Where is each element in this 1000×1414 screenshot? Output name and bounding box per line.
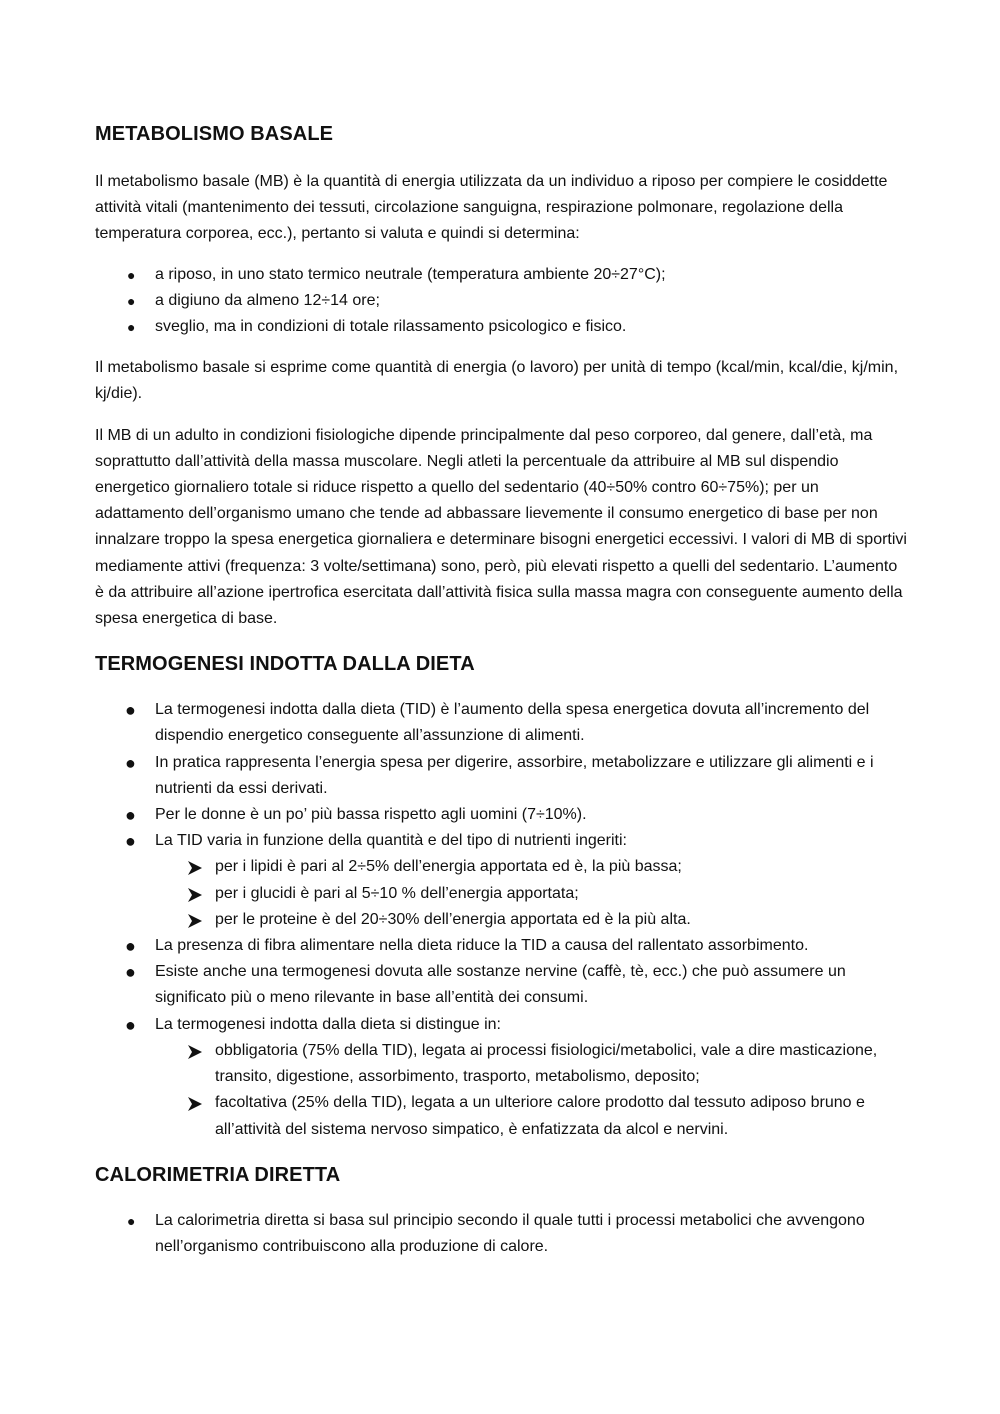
list-item: ● La termogenesi indotta dalla dieta (TID) è l’aumento della spesa energetica dovuta all’incremento del dispendio energetico conseguente all’assunzione di alimenti. [95,697,907,749]
bullet-icon: ● [125,962,136,983]
bullet-icon: ● [125,752,136,773]
list-item: ● In pratica rappresenta l’energia spesa per digerire, assorbire, metabolizzare e utilizzare gli alimenti e i nutrienti da essi derivati. [95,750,907,802]
section-title-termogenesi: TERMOGENESI INDOTTA DALLA DIETA [95,653,475,676]
paragraph: Il MB di un adulto in condizioni fisiologiche dipende principalmente dal peso corporeo, dal genere, dall’età, ma soprattutto dall’attività della massa muscolare. Negli atleti la percentuale da attribuire al MB sul dispendio energetico giornaliero totale si riduce rispetto a quello del sedentario (40÷50% contro 60÷75%); per un adattamento dell’organismo umano che tende ad abbassare lievemente il consumo energetico di base per non innalzare troppo la spesa energetica giornaliera e determinare bisogni energetici eccessivi. I valori di MB di sportivi mediamente attivi (frequenza: 3 volte/settimana) sono, però, più elevati rispetto a quelli del sedentario. L’aumento è da attribuire all’azione ipertrofica esercitata dall’attività fisica sulla massa magra con conseguente aumento della spesa energetica di base. [95,426,907,628]
paragraph: Il metabolismo basale si esprime come quantità di energia (o lavoro) per unità di tempo (kcal/min, kcal/die, kj/min, kj/die). [95,359,899,403]
bullet-icon: ● [125,1014,136,1035]
list-item: ● La termogenesi indotta dalla dieta si distingue in: obbligatoria (75% della TID), legata ai processi fisiologici/metabolici, vale a dire masticazione, transito, digestione, assorbimento, trasporto, metabolismo, deposito; facoltativa (25% della TID), legata a un ulteriore calore prodotto dal tessuto adiposo bruno e all’attività del sistema nervoso simpatico, è enfatizzata da alcol e nervini. [95,1012,907,1143]
sub-list-item: per le proteine è del 20÷30% dell’energia apportata ed è la più alta. [155,907,907,933]
bullet-icon: ● [125,700,136,721]
arrow-bullet-icon [187,1044,203,1060]
list-item: ● La calorimetria diretta si basa sul principio secondo il quale tutti i processi metabolici che avvengono nell’organismo contribuiscono alla produzione di calore. [95,1208,907,1260]
sub-list-item: per i glucidi è pari al 5÷10 % dell’energia apportata; [155,881,907,907]
sub-list-item: obbligatoria (75% della TID), legata ai processi fisiologici/metabolici, vale a dire masticazione, transito, digestione, assorbimento, trasporto, metabolismo, deposito; [155,1038,907,1090]
bullet-icon: ● [127,319,136,336]
sub-list [155,1038,907,1143]
section-title-calorimetria-diretta: CALORIMETRIA DIRETTA [95,1163,341,1186]
bullet-icon: ● [127,1212,136,1229]
arrow-bullet-icon [187,887,203,903]
list-item: ● La presenza di fibra alimentare nella dieta riduce la TID a causa del rallentato assorbimento. [95,933,907,959]
document-page [95,118,907,1260]
bullet-icon: ● [127,292,136,309]
sub-list [155,854,907,933]
list-item: ● a digiuno da almeno 12÷14 ore; [95,288,907,314]
paragraph: Il metabolismo basale (MB) è la quantità di energia utilizzata da un individuo a riposo per compiere le cosiddette attività vitali (mantenimento dei tessuti, circolazione sanguigna, respirazione polmonare, regolazione della temperatura corporea, ecc.), pertanto si valuta e quindi si determina: [95,173,888,243]
list-item: ● Esiste anche una termogenesi dovuta alle sostanze nervine (caffè, tè, ecc.) che può assumere un significato più o meno rilevante in base all’entità dei consumi. [95,959,907,1011]
bullet-icon: ● [125,936,136,957]
bullet-list [95,1208,907,1260]
sub-list-item: facoltativa (25% della TID), legata a un ulteriore calore prodotto dal tessuto adiposo bruno e all’attività del sistema nervoso simpatico, è enfatizzata da alcol e nervini. [155,1090,907,1142]
list-item: ● Per le donne è un po’ più bassa rispetto agli uomini (7÷10%). [95,802,907,828]
bullet-list [95,697,907,1142]
arrow-bullet-icon [187,913,203,929]
section-title-metabolismo-basale: METABOLISMO BASALE [95,123,334,145]
bullet-icon: ● [125,805,136,826]
bullet-icon: ● [125,831,136,852]
bullet-icon: ● [127,266,136,283]
list-item: ● sveglio, ma in condizioni di totale rilassamento psicologico e fisico. [95,314,907,340]
arrow-bullet-icon [187,860,203,876]
list-item: ● a riposo, in uno stato termico neutrale (temperatura ambiente 20÷27°C); [95,262,907,288]
sub-list-item: per i lipidi è pari al 2÷5% dell’energia apportata ed è, la più bassa; [155,854,907,880]
bullet-list [95,262,907,341]
arrow-bullet-icon [187,1096,203,1112]
list-item: ● La TID varia in funzione della quantità e del tipo di nutrienti ingeriti: per i lipidi è pari al 2÷5% dell’energia apportata ed è, la più bassa; per i glucidi è pari al 5÷10 % dell’energia apportata; per le proteine è del 20÷30% dell’energia apportata ed è la più alta. [95,828,907,933]
